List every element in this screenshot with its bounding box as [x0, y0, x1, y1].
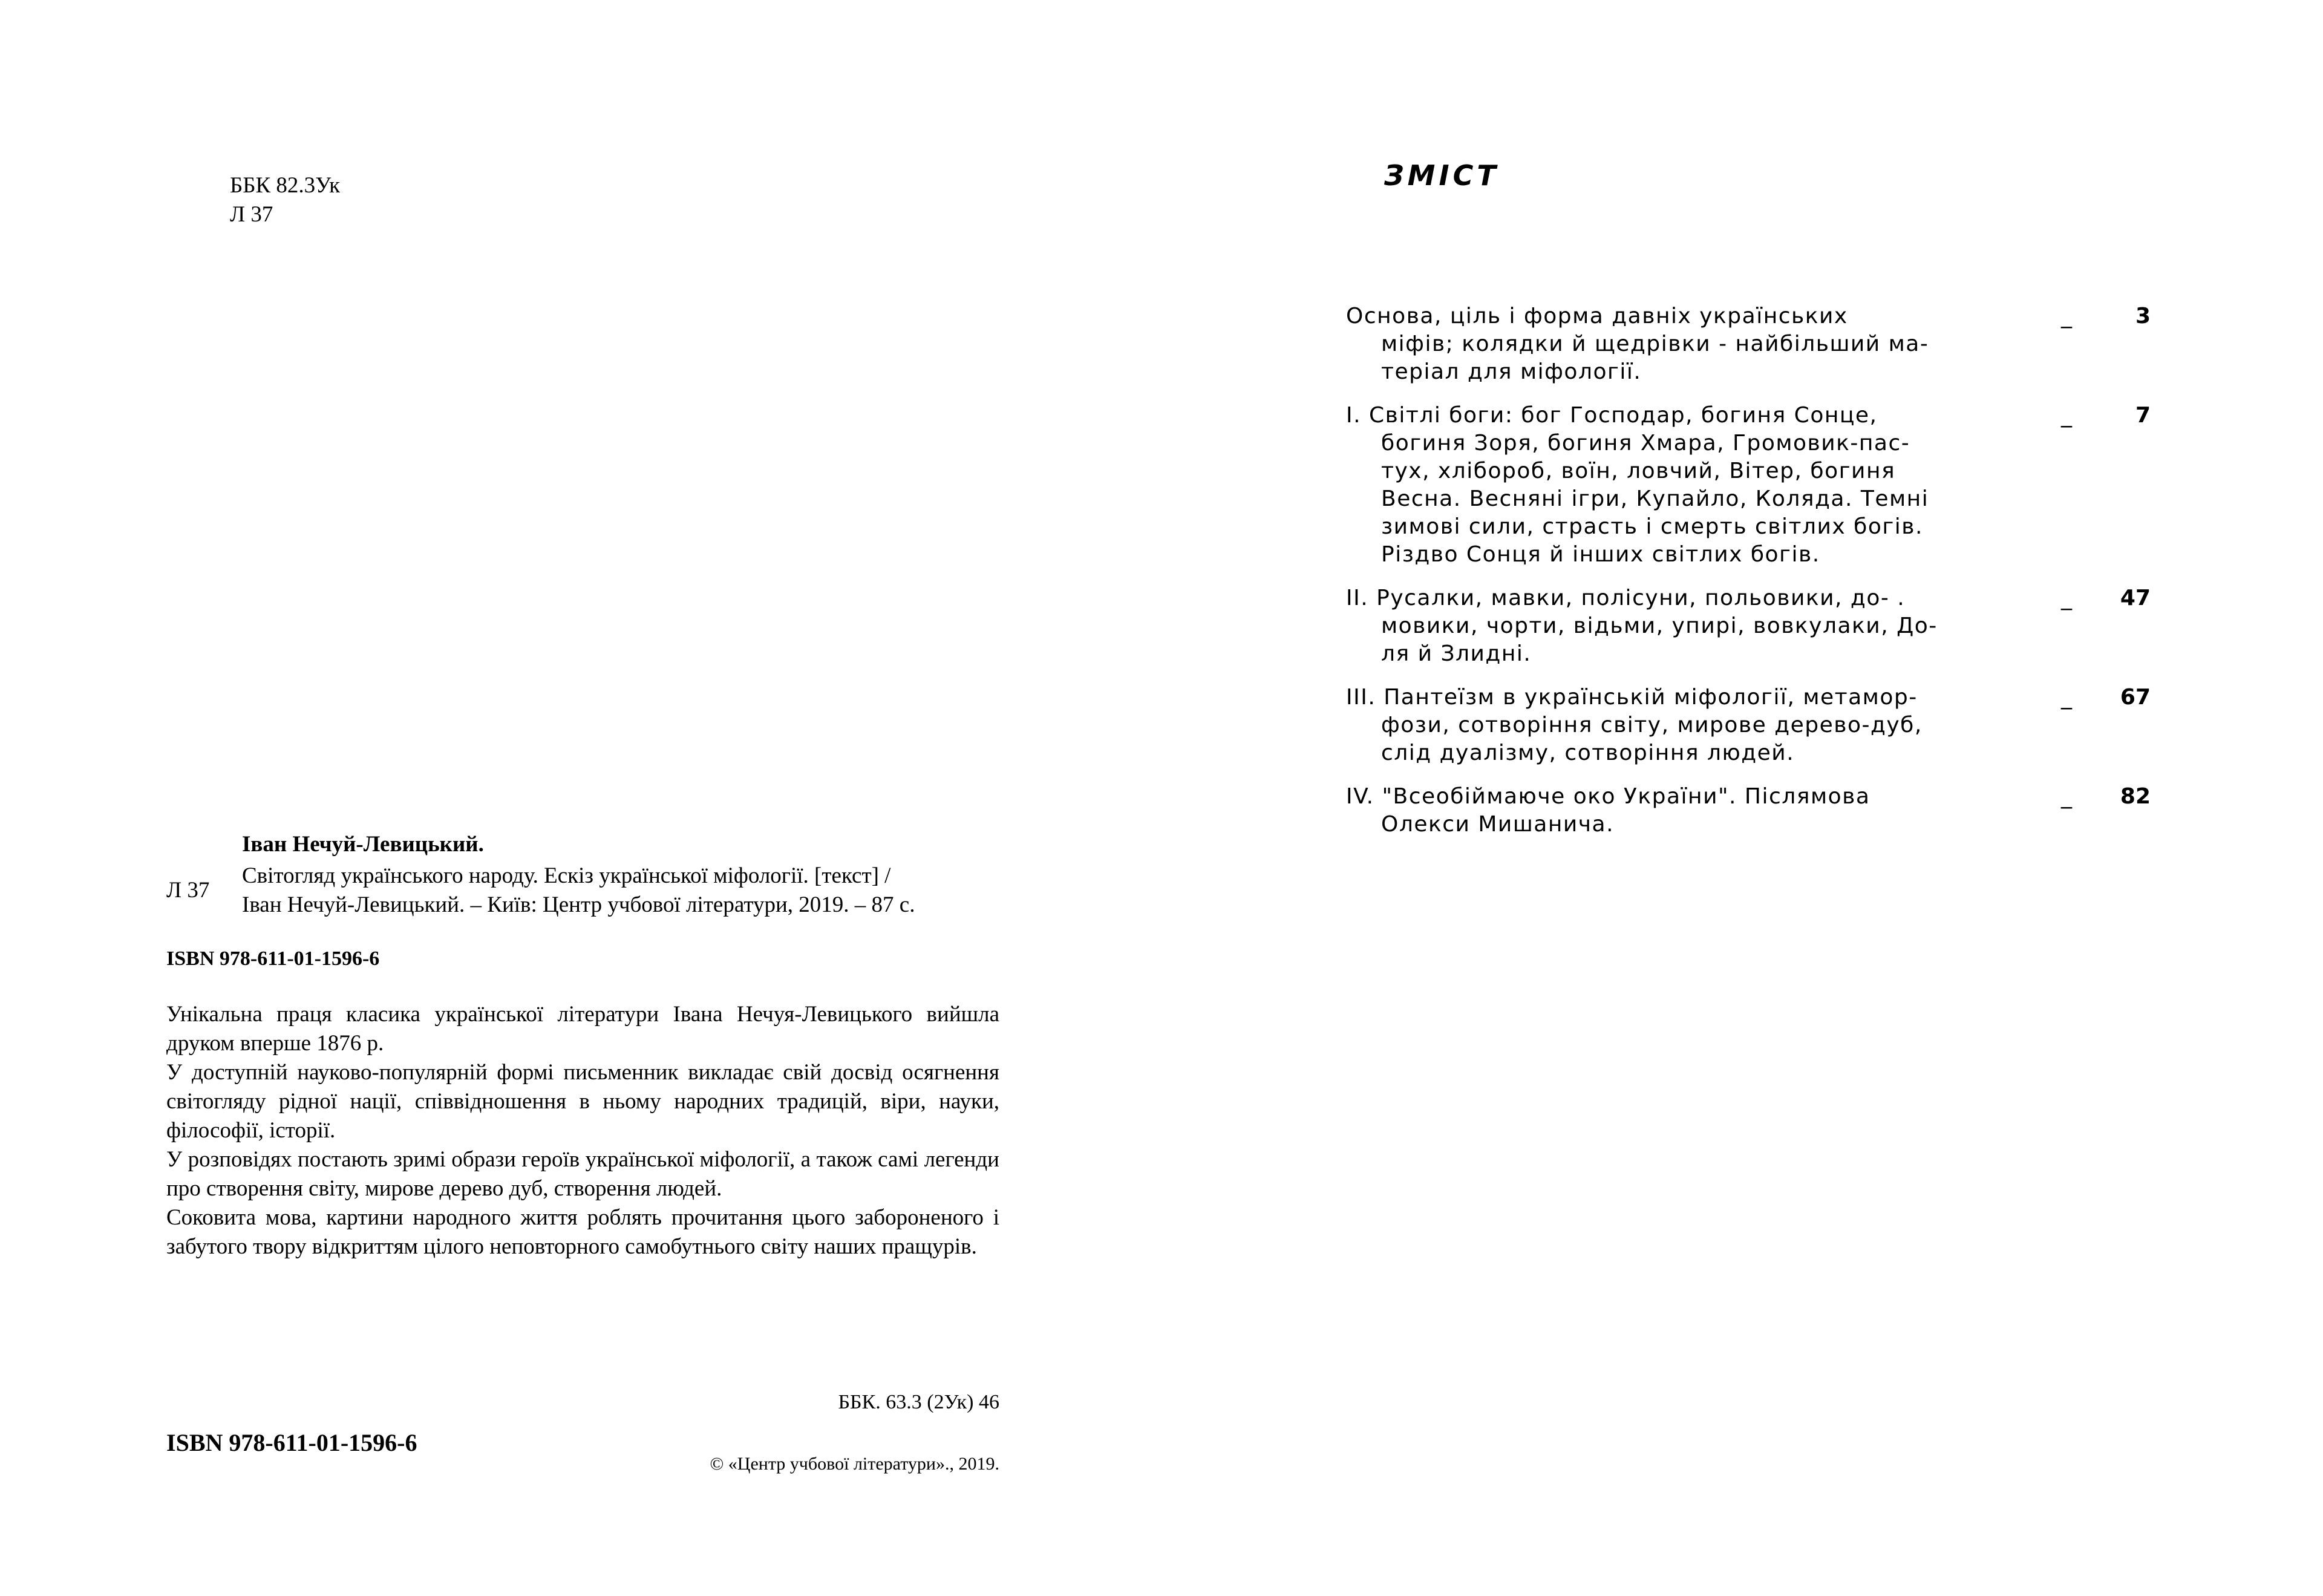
toc-dash: _: [2061, 304, 2072, 329]
bibliographic-description: [242, 862, 998, 920]
toc-line: ля й Злидні.: [1381, 641, 1532, 666]
annotation: [166, 1000, 999, 1261]
author-mark: Л 37: [230, 202, 273, 227]
biblio-line: Іван Нечуй-Левицький. – Київ: Центр учбової літератури, 2019. – 87 с.: [242, 892, 915, 917]
annotation-paragraph: У доступній науково-популярній формі письменник викладає свій досвід осягнення світогляду рідної нації, співвідношення в ньому народних традицій, віри, науки, філософії, історії.: [166, 1060, 999, 1143]
toc-dash: _: [2061, 586, 2072, 610]
annotation-paragraph: Унікальна праця класика української літератури Івана Нечуя-Левицького вийшла друком вперше 1876 р.: [166, 1002, 999, 1056]
bbk-bottom: ББК. 63.3 (2Ук) 46: [838, 1391, 999, 1413]
toc-line: IV. "Всеобіймаюче око України". Післямова: [1346, 784, 1870, 809]
toc-entry: [1346, 402, 2151, 569]
toc-entry: [1346, 584, 2151, 668]
toc-line: ІІ. Русалки, мавки, полісуни, польовики, до- .: [1346, 586, 1906, 610]
toc-page-number: 67: [2120, 685, 2151, 710]
right-page: [1162, 0, 2323, 1596]
toc-line: богиня Зоря, богиня Хмара, Громовик-пас-: [1381, 431, 1910, 456]
isbn-bottom: ISBN 978-611-01-1596-6: [166, 1429, 417, 1456]
toc-entry-text: [1346, 584, 1981, 668]
toc-title: ЗМІСТ: [1384, 159, 1500, 192]
catalog-mark: Л 37: [166, 878, 210, 903]
toc-line: фози, сотворіння світу, мирове дерево-дуб,: [1381, 713, 1923, 737]
toc-line: Різдво Сонця й інших світлих богів.: [1381, 542, 1820, 567]
toc-dash: _: [2061, 784, 2072, 809]
toc-page-number: 3: [2135, 304, 2151, 329]
toc-entry-text: [1346, 783, 1981, 839]
annotation-paragraph: У розповідях постають зримі образи героїв української міфології, а також самі легенди про створення світу, мирове дерево дуб, створення людей.: [166, 1147, 999, 1201]
toc-entry: [1346, 684, 2151, 767]
toc-dash: _: [2061, 403, 2072, 428]
bbk-block: [230, 171, 340, 229]
table-of-contents: [1346, 303, 2151, 854]
toc-page-number: 7: [2135, 403, 2151, 428]
toc-line: мовики, чорти, відьми, упирі, вовкулаки, До-: [1381, 613, 1938, 638]
toc-line: теріал для міфології.: [1381, 359, 1642, 384]
annotation-paragraph: Соковита мова, картини народного життя роблять прочитання цього забороненого і забутого твору відкриттям цілого неповторного самобутнього світу наших пращурів.: [166, 1205, 999, 1259]
toc-entry: [1346, 303, 2151, 386]
toc-entry: [1346, 783, 2151, 839]
toc-entry-text: [1346, 303, 1981, 386]
toc-line: зимові сили, страсть і смерть світлих богів.: [1381, 514, 1923, 539]
toc-line: слід дуалізму, сотворіння людей.: [1381, 741, 1795, 765]
toc-entry-text: [1346, 684, 1981, 767]
copyright-notice: © «Центр учбової літератури»., 2019.: [710, 1454, 999, 1474]
toc-line: ІІІ. Пантеїзм в українській міфології, метамор-: [1346, 685, 1918, 710]
toc-line: Основа, ціль і форма давніх українських: [1346, 304, 1848, 329]
author-name: Іван Нечуй-Левицький.: [242, 832, 484, 857]
toc-entry-text: [1346, 402, 1981, 569]
bbk-code: ББК 82.3Ук: [230, 173, 341, 198]
toc-line: Весна. Весняні ігри, Купайло, Коляда. Темні: [1381, 486, 1929, 511]
toc-page-number: 47: [2120, 586, 2151, 610]
toc-page-number: 82: [2120, 784, 2151, 809]
toc-line: Олекси Мишанича.: [1381, 812, 1615, 837]
toc-line: міфів; колядки й щедрівки - найбільший ма-: [1381, 332, 1929, 356]
toc-dash: _: [2061, 685, 2072, 710]
isbn-mid: ISBN 978-611-01-1596-6: [166, 947, 380, 970]
toc-line: тух, хлібороб, воїн, ловчий, Вітер, богиня: [1381, 459, 1896, 483]
toc-line: І. Світлі боги: бог Господар, богиня Сонце,: [1346, 403, 1878, 428]
biblio-line: Світогляд українського народу. Ескіз української міфології. [текст] /: [242, 863, 891, 888]
